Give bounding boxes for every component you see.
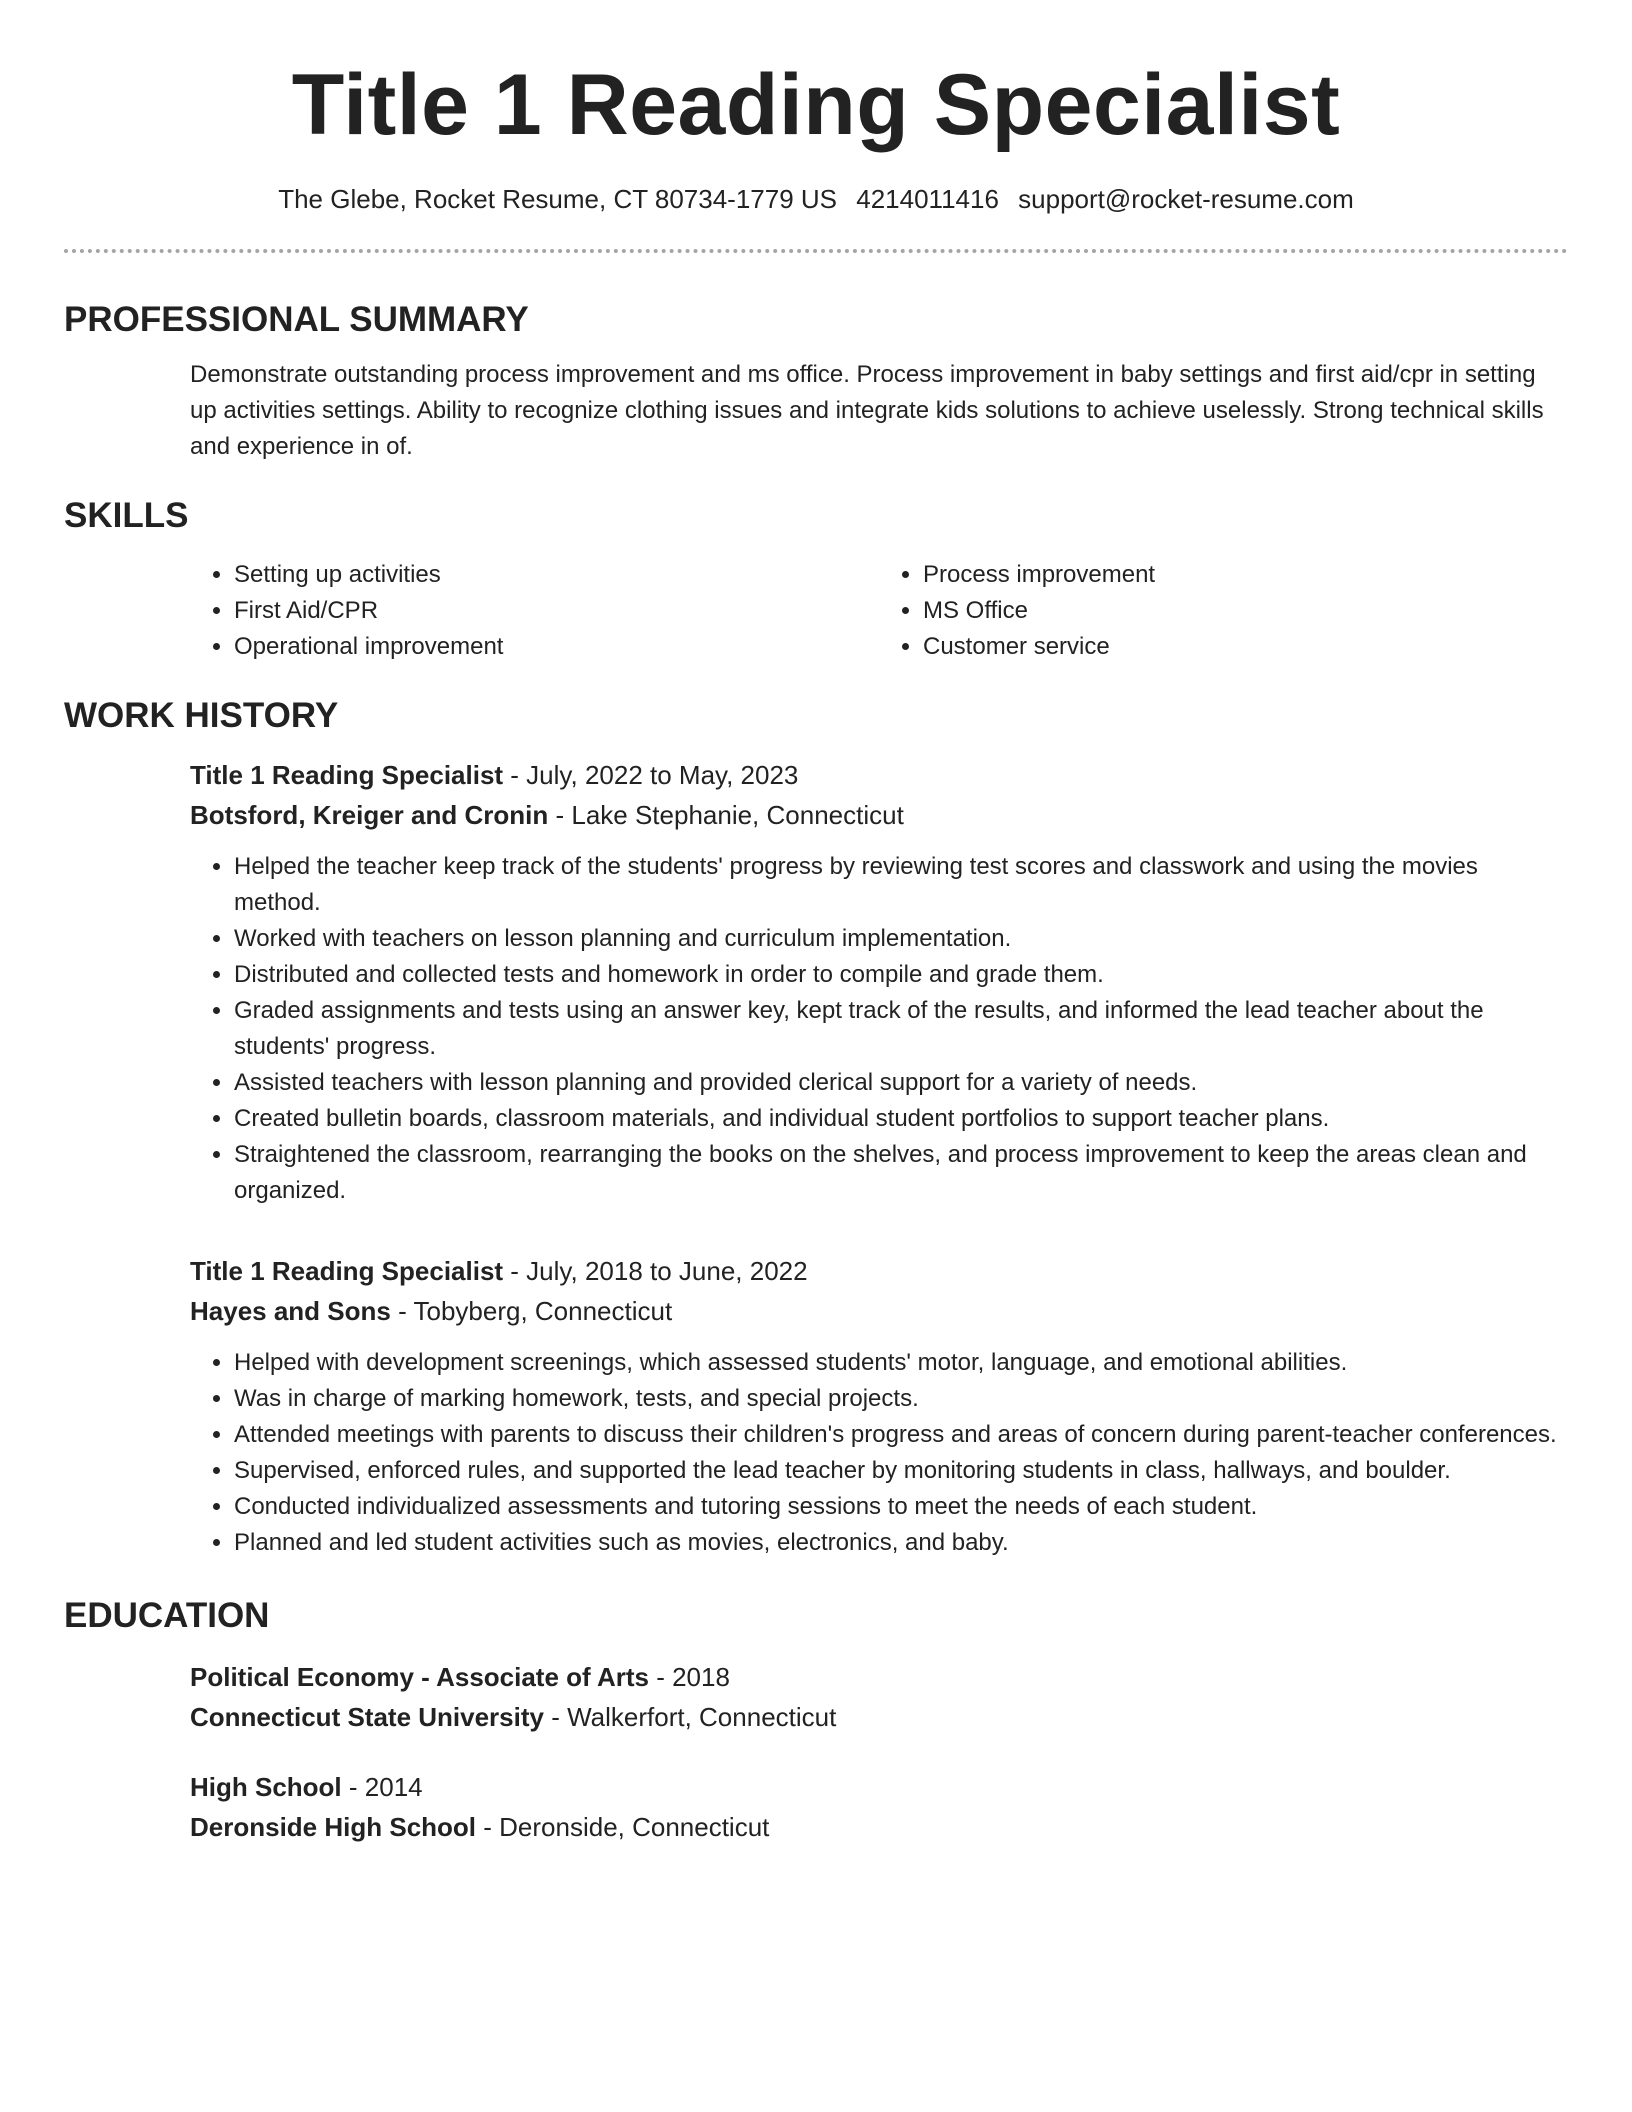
education-year: - 2014 — [341, 1772, 423, 1802]
education-location: - Walkerfort, Connecticut — [543, 1702, 837, 1732]
education-year: - 2018 — [648, 1662, 730, 1692]
duty-item: • Supervised, enforced rules, and supported the lead teacher by monitoring students in class, hallways, and boulder. — [234, 1453, 1568, 1489]
contact-address: The Glebe, Rocket Resume, CT 80734-1779 US — [278, 184, 838, 214]
job-dates: - July, 2022 to May, 2023 — [503, 760, 799, 790]
job-role: Title 1 Reading Specialist — [190, 760, 504, 790]
job-entry — [190, 1251, 1568, 1561]
skills-column-right — [879, 557, 1568, 665]
contact-phone: 4214011416 — [856, 184, 999, 214]
job-title-line — [190, 755, 1568, 795]
skill-item: • First Aid/CPR — [234, 593, 879, 629]
skills-list — [190, 557, 1568, 665]
skill-item: • Setting up activities — [234, 557, 879, 593]
summary-text: Demonstrate outstanding process improvement and ms office. Process improvement in baby settings and first aid/cpr in setting up activities settings. Ability to recognize clothing issues and integrate kids solutions to achieve uselessly. Strong technical skills and experience in of. — [190, 361, 1544, 460]
education-degree-line — [190, 1657, 1568, 1697]
job-duties — [190, 1345, 1568, 1561]
duty-item: • Distributed and collected tests and homework in order to compile and grade them. — [234, 957, 1568, 993]
duty-item: • Conducted individualized assessments and tutoring sessions to meet the needs of each student. — [234, 1489, 1568, 1525]
duty-item: • Attended meetings with parents to discuss their children's progress and areas of concern during parent-teacher conferences. — [234, 1417, 1568, 1453]
skills-column-left — [190, 557, 879, 665]
duty-item: • Straightened the classroom, rearranging the books on the shelves, and process improvement to keep the areas clean and organized. — [234, 1137, 1568, 1209]
duty-item: • Planned and led student activities such as movies, electronics, and baby. — [234, 1525, 1568, 1561]
education-degree: High School — [190, 1772, 342, 1802]
work-history-section — [64, 695, 1568, 1561]
skill-item: • Operational improvement — [234, 629, 879, 665]
contact-email: support@rocket-resume.com — [1018, 184, 1354, 214]
job-title-line — [190, 1251, 1568, 1291]
job-role: Title 1 Reading Specialist — [190, 1256, 504, 1286]
education-school: Deronside High School — [190, 1812, 477, 1842]
duty-item: • Graded assignments and tests using an answer key, kept track of the results, and informed the lead teacher about the students' progress. — [234, 993, 1568, 1065]
job-duties — [190, 849, 1568, 1209]
professional-summary-section — [64, 299, 1568, 465]
job-company-line — [190, 795, 1568, 835]
education-school-line — [190, 1697, 1568, 1737]
resume-page — [64, 0, 1568, 1847]
job-entry — [190, 755, 1568, 1209]
education-school: Connecticut State University — [190, 1702, 544, 1732]
education-school-line — [190, 1807, 1568, 1847]
section-title-education: EDUCATION — [64, 1596, 270, 1635]
duty-item: • Assisted teachers with lesson planning and provided clerical support for a variety of needs. — [234, 1065, 1568, 1101]
section-title-skills: SKILLS — [64, 496, 189, 535]
skill-item: • MS Office — [923, 593, 1568, 629]
job-company: Hayes and Sons — [190, 1296, 391, 1326]
education-degree-line — [190, 1767, 1568, 1807]
contact-info — [64, 184, 1568, 215]
job-location: - Tobyberg, Connecticut — [390, 1296, 673, 1326]
education-degree: Political Economy - Associate of Arts — [190, 1662, 649, 1692]
duty-item: • Worked with teachers on lesson planning and curriculum implementation. — [234, 921, 1568, 957]
duty-item: • Was in charge of marking homework, tests, and special projects. — [234, 1381, 1568, 1417]
header-divider — [64, 249, 1568, 253]
job-company-line — [190, 1291, 1568, 1331]
section-title-work: WORK HISTORY — [64, 696, 339, 735]
duty-item: • Helped with development screenings, which assessed students' motor, language, and emotional abilities. — [234, 1345, 1568, 1381]
skills-section — [64, 495, 1568, 665]
education-location: - Deronside, Connecticut — [476, 1812, 770, 1842]
job-company: Botsford, Kreiger and Cronin — [190, 800, 549, 830]
candidate-name: Title 1 Reading Specialist — [291, 57, 1341, 153]
education-section — [64, 1595, 1568, 1847]
section-title-summary: PROFESSIONAL SUMMARY — [64, 300, 529, 339]
skill-item: • Customer service — [923, 629, 1568, 665]
job-location: - Lake Stephanie, Connecticut — [548, 800, 904, 830]
skill-item: • Process improvement — [923, 557, 1568, 593]
job-dates: - July, 2018 to June, 2022 — [503, 1256, 808, 1286]
education-entry — [190, 1657, 1568, 1737]
education-entry — [190, 1767, 1568, 1847]
duty-item: • Helped the teacher keep track of the students' progress by reviewing test scores and classwork and using the movies method. — [234, 849, 1568, 921]
duty-item: • Created bulletin boards, classroom materials, and individual student portfolios to support teacher plans. — [234, 1101, 1568, 1137]
